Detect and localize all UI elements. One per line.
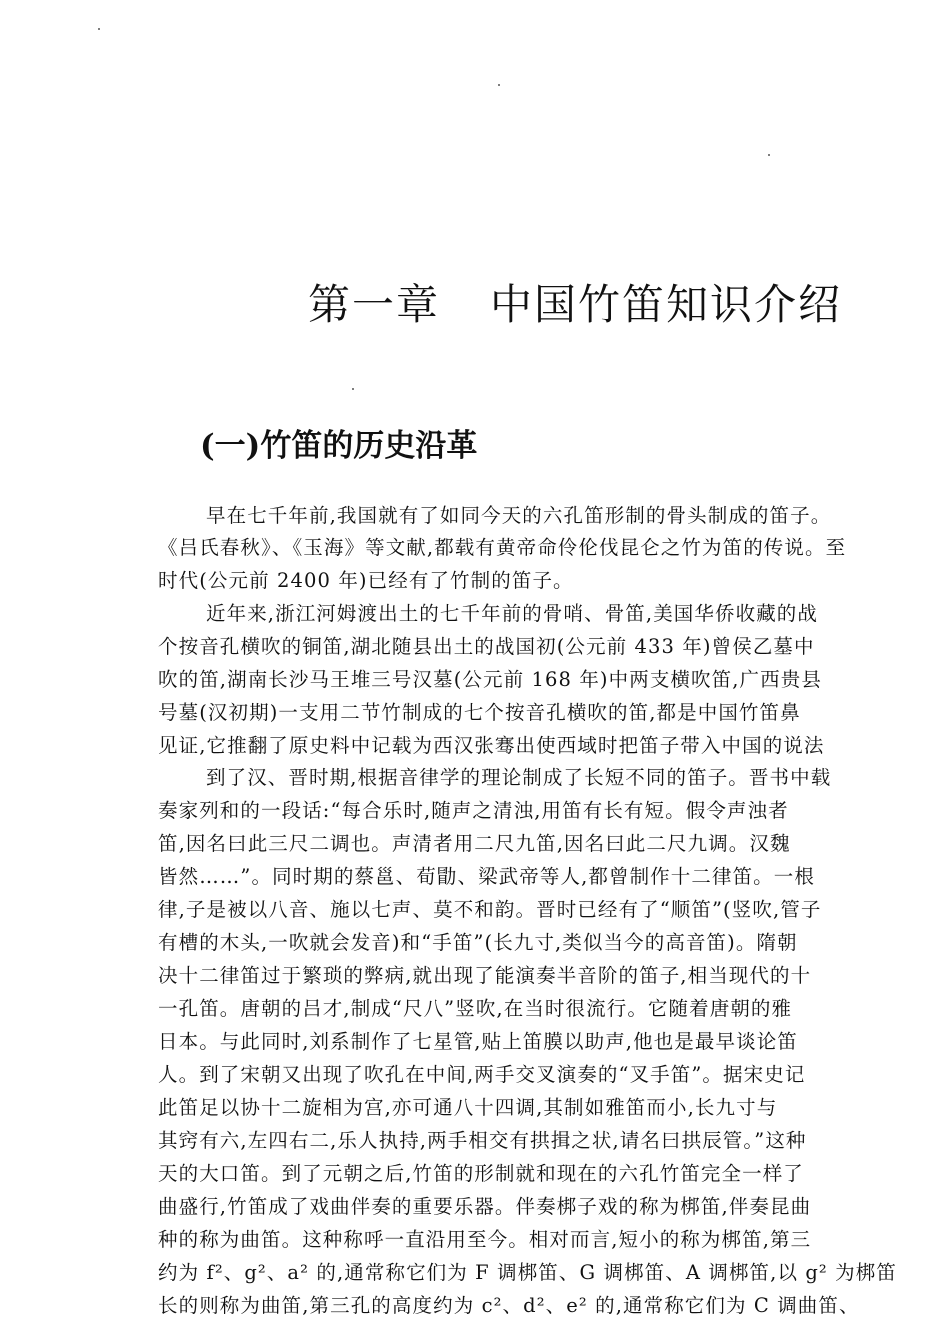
text-line: 律,子是被以八音、施以七声、莫不和韵。晋时已经有了“顺笛”(竖吹,管子	[158, 898, 822, 921]
text-line: 约为 f²、g²、a² 的,通常称它们为 F 调梆笛、G 调梆笛、A 调梆笛,以 g² 为梆笛	[158, 1261, 897, 1284]
text-line: 一孔笛。唐朝的吕才,制成“尺八”竖吹,在当时很流行。它随着唐朝的雅	[158, 997, 793, 1020]
text-line: 决十二律笛过于繁琐的弊病,就出现了能演奏半音阶的笛子,相当现代的十	[158, 964, 812, 987]
text-line: 笛,因名曰此三尺二调也。声清者用二尺九笛,因名曰此二尺九调。汉魏	[158, 832, 791, 855]
text-line: 早在七千年前,我国就有了如同今天的六孔笛形制的骨头制成的笛子。	[206, 504, 832, 527]
text-line: 日本。与此同时,刘系制作了七星管,贴上笛膜以助声,他也是最早谈论笛	[158, 1030, 798, 1053]
text-line: 种的称为曲笛。这种称呼一直沿用至今。相对而言,短小的称为梆笛,第三	[158, 1228, 812, 1251]
text-line: 号墓(汉初期)一支用二节竹制成的七个按音孔横吹的笛,都是中国竹笛鼻	[158, 701, 801, 724]
text-line: 曲盛行,竹笛成了戏曲伴奏的重要乐器。伴奏梆子戏的称为梆笛,伴奏昆曲	[158, 1195, 812, 1218]
text-line: 奏家列和的一段话:“每合乐时,随声之清浊,用笛有长有短。假令声浊者	[158, 799, 789, 822]
text-line: 近年来,浙江河姆渡出土的七千年前的骨哨、骨笛,美国华侨收藏的战	[206, 602, 818, 625]
text-line: 吹的笛,湖南长沙马王堆三号汉墓(公元前 168 年)中两支横吹笛,广西贵县	[158, 668, 822, 691]
text-line: 个按音孔横吹的铜笛,湖北随县出土的战国初(公元前 433 年)曾侯乙墓中	[158, 635, 815, 658]
text-line: 天的大口笛。到了元朝之后,竹笛的形制就和现在的六孔竹笛完全一样了	[158, 1162, 804, 1185]
text-line: 长的则称为曲笛,第三孔的高度约为 c²、d²、e² 的,通常称它们为 C 调曲笛、	[158, 1294, 860, 1317]
text-line: 到了汉、晋时期,根据音律学的理论制成了长短不同的笛子。晋书中载	[206, 766, 832, 789]
text-line: 见证,它推翻了原史料中记载为西汉张骞出使西域时把笛子带入中国的说法	[158, 734, 825, 757]
text-line: 此笛足以协十二旋相为宫,亦可通八十四调,其制如雅笛而小,长九寸与	[158, 1096, 778, 1119]
section-title: (一)竹笛的历史沿革	[200, 428, 478, 464]
text-line: 有槽的木头,一吹就会发音)和“手笛”(长九寸,类似当今的高音笛)。隋朝	[158, 931, 798, 954]
text-line: 《吕氏春秋》、《玉海》等文献,都载有黄帝命伶伦伐昆仑之竹为笛的传说。至	[158, 536, 847, 559]
text-line: 时代(公元前 2400 年)已经有了竹制的笛子。	[158, 569, 574, 592]
text-line: 人。到了宋朝又出现了吹孔在中间,两手交叉演奏的“叉手笛”。据宋史记	[158, 1063, 806, 1086]
chapter-number: 第一章	[308, 280, 441, 329]
chapter-name: 中国竹笛知识介绍	[490, 280, 843, 329]
text-line: 皆然……”。同时期的蔡邕、荀勖、梁武帝等人,都曾制作十二律笛。一根	[158, 865, 815, 888]
text-line: 其窍有六,左四右二,乐人执持,两手相交有拱揖之状,请名曰拱辰管。”这种	[158, 1129, 807, 1152]
